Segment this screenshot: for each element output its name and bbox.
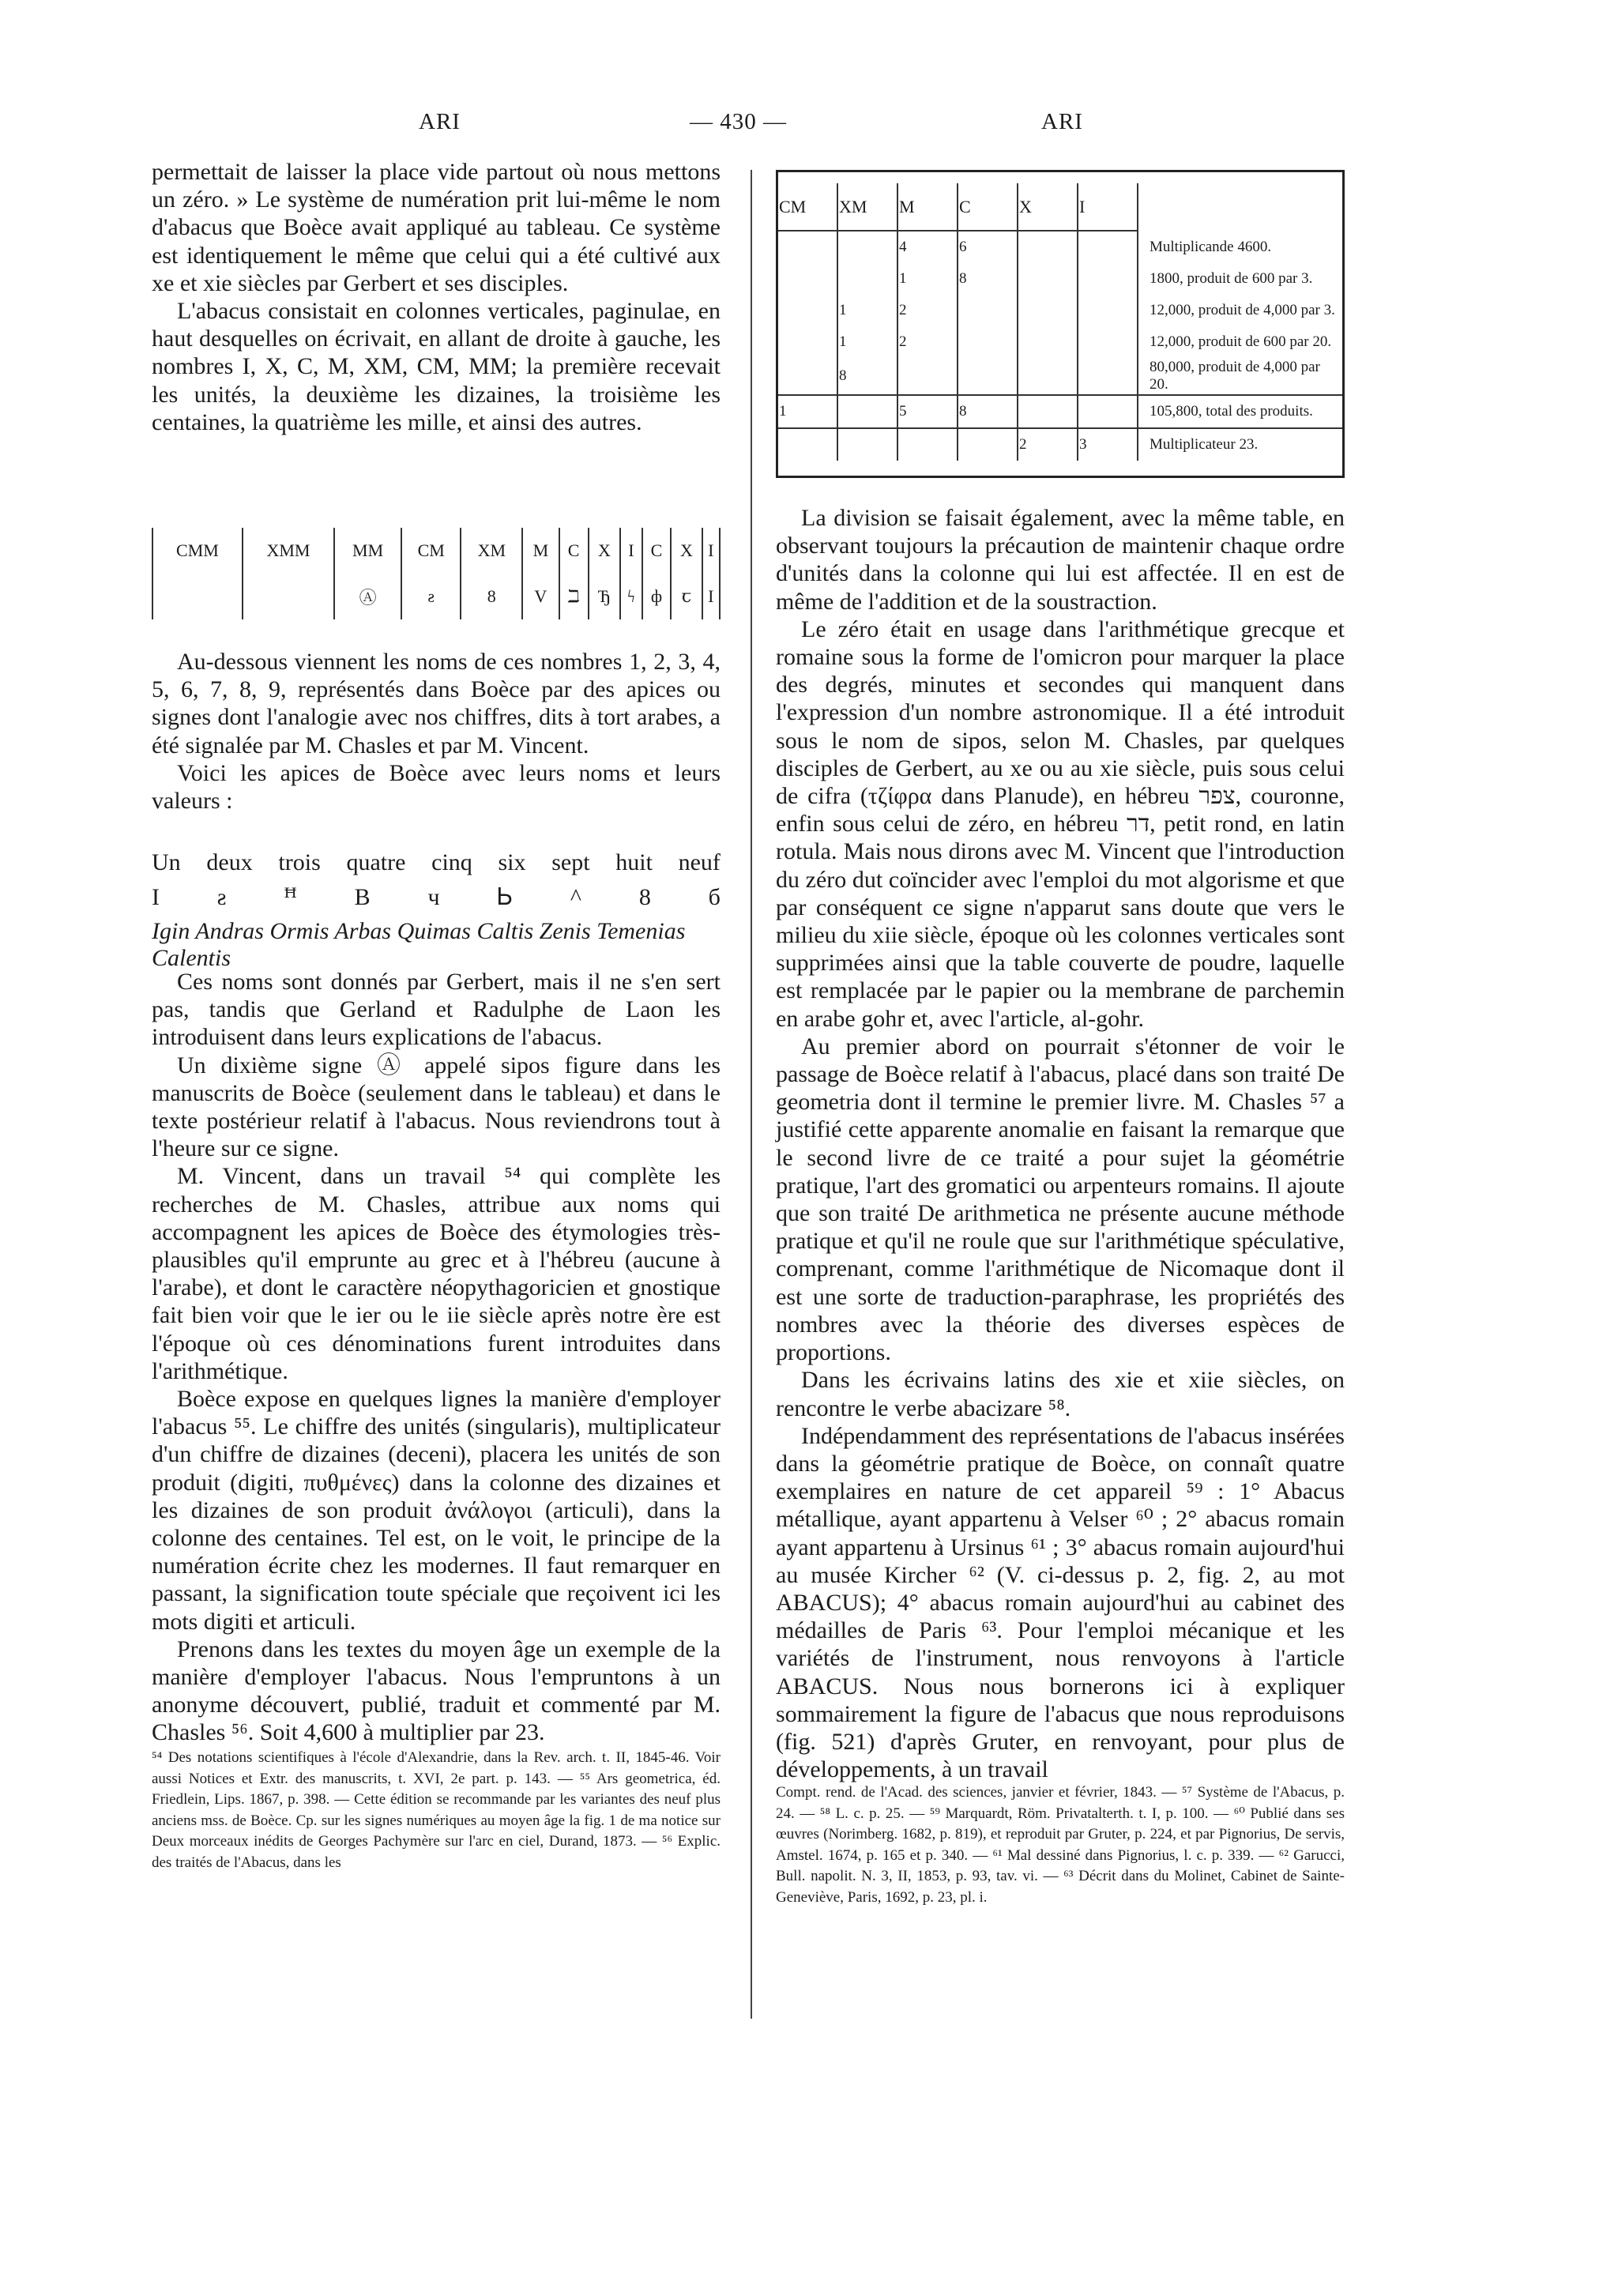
apex-glyph: B — [354, 884, 371, 910]
apex-value: sept — [551, 849, 590, 875]
apices-list — [152, 849, 721, 972]
table-digit: 1 — [897, 263, 958, 295]
abacus-column-header: X — [589, 528, 620, 574]
paragraph: permettait de laisser la place vide partout où nous mettons un zéro. » Le système de numération prit lui-même le nom d'abacus que Boèce avait appliqué au tableau. Ce système est identiquement le même que celui qui a été cultivé aux xe et xie siècles par Gerbert et ses disciples. — [152, 159, 721, 296]
table-row — [778, 428, 1342, 461]
paragraph: Ces noms sont donnés par Gerbert, mais il ne s'en sert pas, tandis que Gerland et Radulphe de Laon les introduisent dans leurs explications de l'abacus. — [152, 969, 721, 1051]
apex-value: neuf — [678, 849, 721, 875]
table-digit — [1018, 295, 1078, 326]
paragraph: Prenons dans les textes du moyen âge un exemple de la manière d'employer l'abacus. Nous l'empruntons à un anonyme découvert, publié, traduit et commenté par M. Chasles ⁵⁶. Soit 4,600 à multiplier par 23. — [152, 1635, 721, 1746]
footnotes-right — [776, 1782, 1345, 1908]
table-digit: 1 — [778, 395, 837, 428]
right-column-body — [776, 504, 1345, 1783]
multiplication-table — [778, 183, 1342, 461]
column-rule — [751, 170, 752, 2019]
table-digit — [1018, 263, 1078, 295]
table-digit: 2 — [897, 295, 958, 326]
table-description: 80,000, produit de 4,000 par 20. — [1150, 359, 1320, 393]
table-description: 105,800, total des produits. — [1138, 395, 1342, 428]
table-digit — [1078, 326, 1138, 358]
multiplication-table-frame — [776, 170, 1345, 478]
apex-glyph: б — [708, 884, 721, 910]
table-digit — [897, 358, 958, 395]
table-digit — [958, 295, 1018, 326]
table-digit: 5 — [897, 395, 958, 428]
table-digit — [837, 263, 897, 295]
abacus-column-symbol: Ђ — [589, 574, 620, 619]
table-digit — [958, 326, 1018, 358]
table-description: 1800, produit de 600 par 3. — [1150, 270, 1313, 287]
table-digit — [837, 231, 897, 263]
table-column-header: M — [897, 183, 958, 231]
table-digit — [1018, 358, 1078, 395]
apex-value: huit — [615, 849, 653, 875]
table-row — [778, 263, 1342, 295]
apex-glyph: ƨ — [216, 884, 227, 910]
table-digit: 8 — [958, 263, 1018, 295]
table-column-header: C — [958, 183, 1018, 231]
table-digit — [778, 326, 837, 358]
table-description: Multiplicateur 23. — [1138, 428, 1342, 461]
table-row — [778, 295, 1342, 326]
table-digit: 1 — [837, 326, 897, 358]
apex-value: deux — [206, 849, 253, 875]
apex-glyph: Ꮟ — [497, 884, 514, 910]
paragraph: Le zéro était en usage dans l'arithmétique grecque et romaine sous la forme de l'omicron pour marquer la place des degrés, minutes et secondes qui manquent dans l'expression d'un nombre astronomique. Il a été introduit sous le nom de sipos, selon M. Chasles, par quelques disciples de Gerbert, au xe ou au xie siècle, puis sous celui de cifra (τζίφρα dans Planude), en hébreu צפר, couronne, enfin sous celui de zéro, en hébreu דר, petit rond, en latin rotula. Mais nous dirons avec M. Vincent que l'introduction du zéro dut coïncider avec l'emploi du mot algorisme et que par conséquent ce signe n'apparut sans doute que vers le milieu du xiie siècle, époque où les colonnes verticales sont supprimées ainsi que la table couverte de poudre, laquelle est remplacée par le papier ou la membrane de parchemin en arabe gohr et, avec l'article, al-gohr. — [776, 615, 1345, 1032]
table-digit — [1078, 358, 1138, 395]
abacus-column-symbol — [243, 574, 334, 619]
table-digit: 3 — [1078, 428, 1138, 461]
table-description: Multiplicande 4600. — [1150, 238, 1272, 255]
abacus-column-header: XMM — [243, 528, 334, 574]
abacus-columns-table — [152, 528, 721, 619]
abacus-column-symbol: Ⓐ — [334, 574, 401, 619]
table-column-header: CM — [778, 183, 837, 231]
apex-value: six — [498, 849, 526, 875]
table-column-header: I — [1078, 183, 1138, 231]
table-digit: 2 — [1018, 428, 1078, 461]
paragraph: Voici les apices de Boèce avec leurs noms et leurs valeurs : — [152, 759, 721, 815]
table-digit: 6 — [958, 231, 1018, 263]
table-description: 12,000, produit de 4,000 par 3. — [1150, 302, 1335, 318]
apex-value: Un — [152, 849, 181, 875]
table-digit — [1018, 395, 1078, 428]
left-column-mid — [152, 648, 721, 815]
table-digit — [778, 231, 837, 263]
table-digit — [837, 428, 897, 461]
abacus-column-symbol: ϟ — [620, 574, 642, 619]
running-head-left: ARI — [419, 109, 461, 134]
apex-value: cinq — [431, 849, 472, 875]
footnote-text: Compt. rend. de l'Acad. des sciences, janvier et février, 1843. — ⁵⁷ Système de l'Abacus, p. 24. — ⁵⁸ L. c. p. 25. — ⁵⁹ Marquardt, Röm. Privatalterth. t. I, p. 100. — ⁶⁰ Publié dans ses œuvres (Norimberg. 1682, p. 819), et reproduit par Gruter, p. 224, et par Pignorius, De servis, Amstel. 1674, p. 165 et p. 340. — ⁶¹ Mal dessiné dans Pignorius, l. c. p. 339. — ⁶² Garucci, Bull. napolit. N. 3, II, 1853, p. 93, tav. vi. — ⁶³ Décrit dans du Molinet, Cabinet de Sainte-Geneviève, Paris, 1692, p. 23, pl. i. — [776, 1784, 1345, 1906]
table-digit — [1078, 231, 1138, 263]
table-digit — [837, 395, 897, 428]
apex-glyph: I — [152, 884, 160, 910]
footnotes-left — [152, 1748, 721, 1873]
page-number: — 430 — — [690, 109, 787, 134]
abacus-column-header: M — [522, 528, 559, 574]
table-digit — [778, 358, 837, 395]
table-digit — [778, 428, 837, 461]
table-digit — [1078, 263, 1138, 295]
left-column-top — [152, 158, 721, 436]
table-digit: 8 — [837, 358, 897, 395]
left-column-body — [152, 968, 721, 1747]
table-digit — [958, 358, 1018, 395]
paragraph: Indépendamment des représentations de l'abacus insérées dans la géométrie pratique de Boèce, on connaît quatre exemplaires en nature de cet appareil ⁵⁹ : 1° Abacus métallique, ayant appartenu à Velser ⁶⁰ ; 2° abacus romain ayant appartenu à Ursinus ⁶¹ ; 3° abacus romain aujourd'hui au musée Kircher ⁶² (V. ci-dessus p. 2, fig. 2, au mot ABACUS); 4° abacus romain aujourd'hui au cabinet des médailles de Paris ⁶³. Pour l'emploi mécanique et les variétés de l'instrument, nous renvoyons à l'article ABACUS. Nous nous bornerons ici à expliquer sommairement la figure de l'abacus que nous reproduisons (fig. 521) d'après Gruter, en renvoyant, pour plus de développements, à un travail — [776, 1422, 1345, 1783]
abacus-column-header: MM — [334, 528, 401, 574]
abacus-column-symbol: ƨ — [401, 574, 461, 619]
table-digit: 4 — [897, 231, 958, 263]
abacus-column-header: C — [642, 528, 672, 574]
paragraph: M. Vincent, dans un travail ⁵⁴ qui complète les recherches de M. Chasles, attribue aux noms qui accompagnent les apices de Boèce des étymologies très-plausibles qu'il emprunte au grec et à l'hébreu (aucune à l'arabe), et dont le caractère néopythagoricien et gnostique fait bien voir que le ier ou le iie siècle après notre ère est l'époque où ces dénominations furent introduites dans l'arithmétique. — [152, 1163, 721, 1384]
paragraph: Au premier abord on pourrait s'étonner de voir le passage de Boèce relatif à l'abacus, placé dans son traité De geometria dont il termine le premier livre. M. Chasles ⁵⁷ a justifié cette apparente anomalie en faisant la remarque que le second livre de ce traité a pour sujet la géométrie pratique, l'art des gromatici ou arpenteurs romains. Il ajoute que son traité De arithmetica ne présente aucune méthode pratique et qu'il ne roule que sur l'arithmétique spéculative, comprenant, comme l'arithmétique de Nicomaque dont il est une sorte de traduction-paraphrase, les propriétés des nombres avec la théorie des diverses espèces de proportions. — [776, 1033, 1345, 1366]
table-digit — [1078, 395, 1138, 428]
apex-value: trois — [278, 849, 321, 875]
running-head-right: ARI — [1041, 109, 1083, 134]
table-digit: 8 — [958, 395, 1018, 428]
abacus-column-symbol: I — [702, 574, 720, 619]
table-digit — [778, 295, 837, 326]
abacus-column-symbol: ℶ — [559, 574, 589, 619]
abacus-column-symbol: ꞇ — [671, 574, 702, 619]
table-digit — [778, 263, 837, 295]
abacus-column-header: C — [559, 528, 589, 574]
paragraph: L'abacus consistait en colonnes verticales, paginulae, en haut desquelles on écrivait, en allant de droite à gauche, les nombres I, X, C, M, XM, CM, MM; la première recevait les unités, la deuxième les dizaines, la troisième les centaines, la quatrième les mille, et ainsi des autres. — [152, 298, 721, 435]
footnote-text: ⁵⁴ Des notations scientifiques à l'école d'Alexandrie, dans la Rev. arch. t. II, 1845-46. Voir aussi Notices et Extr. des manuscrits, t. XVI, 2e part. p. 143. — ⁵⁵ Ars geometrica, éd. Friedlein, Lips. 1867, p. 398. — Cette édition se recommande par les variantes des neuf plus anciens mss. de Boèce. Cp. sur les signes numériques au moyen âge la fig. 1 de ma notice sur Deux morceaux inédits de Georges Pachymère sur l'arc en ciel, Durand, 1873. — ⁵⁶ Explic. des traités de l'Abacus, dans les — [152, 1749, 721, 1871]
table-digit — [897, 428, 958, 461]
paragraph: Au-dessous viennent les noms de ces nombres 1, 2, 3, 4, 5, 6, 7, 8, 9, représentés dans Boèce par des apices ou signes dont l'analogie avec nos chiffres, dits à tort arabes, a été signalée par M. Chasles et par M. Vincent. — [152, 649, 721, 758]
apex-glyph: 8 — [638, 884, 651, 910]
abacus-column-header: X — [671, 528, 702, 574]
table-digit — [1018, 326, 1078, 358]
table-row — [778, 358, 1342, 395]
table-digit: 1 — [837, 295, 897, 326]
abacus-column-symbol: 8 — [461, 574, 522, 619]
abacus-column-header: I — [702, 528, 720, 574]
table-row — [778, 231, 1342, 263]
table-column-header: X — [1018, 183, 1078, 231]
table-row — [778, 395, 1342, 428]
table-row — [778, 326, 1342, 358]
table-digit: 2 — [897, 326, 958, 358]
table-column-header: XM — [837, 183, 897, 231]
abacus-column-symbol — [152, 574, 243, 619]
abacus-column-header: CM — [401, 528, 461, 574]
apex-glyph: ꟸ — [284, 885, 297, 911]
abacus-column-header: CMM — [152, 528, 243, 574]
paragraph: La division se faisait également, avec la même table, en observant toujours la précaution de maintenir chaque ordre d'unités dans la colonne qui lui est affectée. Il en est de même de l'addition et de la soustraction. — [776, 505, 1345, 615]
abacus-column-header: I — [620, 528, 642, 574]
paragraph: Un dixième signe Ⓐ appelé sipos figure dans les manuscrits de Boèce (seulement dans le tableau) et dans le texte postérieur relatif à l'abacus. Nous reviendrons tout à l'heure sur ce signe. — [152, 1052, 721, 1162]
abacus-column-symbol: V — [522, 574, 559, 619]
table-column-header — [1138, 183, 1342, 231]
apex-glyph: ^ — [570, 884, 581, 910]
abacus-column-header: XM — [461, 528, 522, 574]
apices-names: Igin Andras Ormis Arbas Quimas Caltis Zenis Temenias Calentis — [152, 918, 686, 971]
paragraph: Dans les écrivains latins des xie et xiie siècles, on rencontre le verbe abacizare ⁵⁸. — [776, 1367, 1345, 1421]
table-description: 12,000, produit de 600 par 20. — [1150, 333, 1332, 350]
abacus-column-symbol: ф — [642, 574, 672, 619]
table-digit — [958, 428, 1018, 461]
apex-value: quatre — [346, 849, 406, 875]
apex-glyph: ч — [427, 884, 440, 910]
paragraph: Boèce expose en quelques lignes la manière d'employer l'abacus ⁵⁵. Le chiffre des unités (singularis), multiplicateur d'un chiffre de dizaines (deceni), placera les unités de son produit (digiti, πυθμένες) dans la colonne des dizaines et les dizaines de son produit ἀνάλογοι (articuli), dans la colonne des centaines. Tel est, on le voit, le principe de la numération écrite chez les modernes. Il faut remarquer en passant, la signification toute spéciale que reçoivent ici les mots digiti et articuli. — [152, 1386, 721, 1635]
table-digit — [1078, 295, 1138, 326]
table-digit — [1018, 231, 1078, 263]
